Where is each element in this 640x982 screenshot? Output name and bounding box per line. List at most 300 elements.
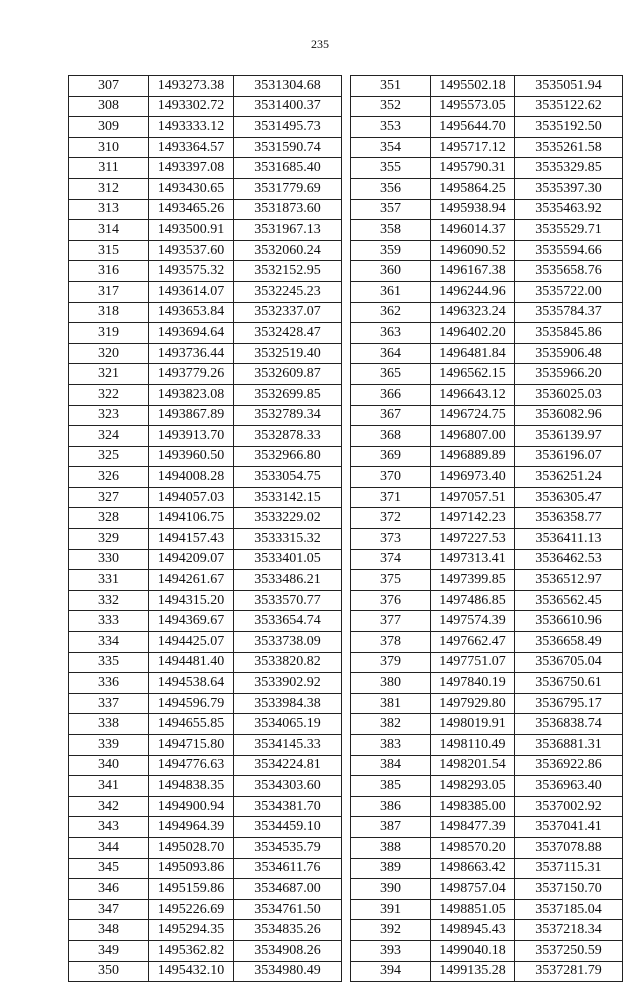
point-number-cell: 325	[69, 446, 149, 467]
northing-cell: 3537185.04	[515, 899, 623, 920]
northing-cell: 3534908.26	[234, 940, 342, 961]
northing-cell: 3536139.97	[515, 426, 623, 447]
northing-cell: 3535261.58	[515, 137, 623, 158]
table-row	[351, 735, 623, 756]
easting-cell: 1493273.38	[149, 76, 234, 97]
coordinate-table-left	[68, 75, 342, 982]
point-number-cell: 353	[351, 117, 431, 138]
table-row	[351, 343, 623, 364]
easting-cell: 1496167.38	[431, 261, 515, 282]
table-row	[69, 776, 342, 797]
easting-cell: 1498851.05	[431, 899, 515, 920]
easting-cell: 1497142.23	[431, 508, 515, 529]
northing-cell: 3537078.88	[515, 837, 623, 858]
easting-cell: 1495573.05	[431, 96, 515, 117]
easting-cell: 1497399.85	[431, 570, 515, 591]
northing-cell: 3532609.87	[234, 364, 342, 385]
table-row	[351, 178, 623, 199]
northing-cell: 3532060.24	[234, 240, 342, 261]
northing-cell: 3536025.03	[515, 384, 623, 405]
point-number-cell: 332	[69, 590, 149, 611]
point-number-cell: 348	[69, 920, 149, 941]
easting-cell: 1493397.08	[149, 158, 234, 179]
easting-cell: 1495644.70	[431, 117, 515, 138]
point-number-cell: 351	[351, 76, 431, 97]
point-number-cell: 366	[351, 384, 431, 405]
northing-cell: 3535845.86	[515, 323, 623, 344]
table-row	[69, 76, 342, 97]
point-number-cell: 308	[69, 96, 149, 117]
easting-cell: 1494369.67	[149, 611, 234, 632]
northing-cell: 3532878.33	[234, 426, 342, 447]
point-number-cell: 394	[351, 961, 431, 982]
easting-cell: 1493575.32	[149, 261, 234, 282]
northing-cell: 3534303.60	[234, 776, 342, 797]
easting-cell: 1498293.05	[431, 776, 515, 797]
northing-cell: 3531685.40	[234, 158, 342, 179]
table-row	[69, 673, 342, 694]
easting-cell: 1494776.63	[149, 755, 234, 776]
northing-cell: 3532428.47	[234, 323, 342, 344]
northing-cell: 3535906.48	[515, 343, 623, 364]
point-number-cell: 313	[69, 199, 149, 220]
easting-cell: 1494008.28	[149, 467, 234, 488]
point-number-cell: 389	[351, 858, 431, 879]
easting-cell: 1494209.07	[149, 549, 234, 570]
point-number-cell: 356	[351, 178, 431, 199]
northing-cell: 3536750.61	[515, 673, 623, 694]
easting-cell: 1498663.42	[431, 858, 515, 879]
point-number-cell: 349	[69, 940, 149, 961]
table-row	[69, 529, 342, 550]
northing-cell: 3535658.76	[515, 261, 623, 282]
northing-cell: 3536963.40	[515, 776, 623, 797]
point-number-cell: 390	[351, 879, 431, 900]
table-row	[69, 899, 342, 920]
northing-cell: 3535784.37	[515, 302, 623, 323]
table-row	[351, 158, 623, 179]
point-number-cell: 309	[69, 117, 149, 138]
point-number-cell: 368	[351, 426, 431, 447]
table-row	[69, 158, 342, 179]
page-number: 235	[311, 37, 329, 51]
easting-cell: 1497751.07	[431, 652, 515, 673]
northing-cell: 3533570.77	[234, 590, 342, 611]
table-row	[351, 364, 623, 385]
table-row	[351, 261, 623, 282]
point-number-cell: 317	[69, 281, 149, 302]
easting-cell: 1495717.12	[431, 137, 515, 158]
northing-cell: 3537002.92	[515, 796, 623, 817]
easting-cell: 1498201.54	[431, 755, 515, 776]
point-number-cell: 350	[69, 961, 149, 982]
table-row	[69, 632, 342, 653]
point-number-cell: 357	[351, 199, 431, 220]
northing-cell: 3533401.05	[234, 549, 342, 570]
point-number-cell: 307	[69, 76, 149, 97]
table-row	[69, 755, 342, 776]
table-row	[69, 652, 342, 673]
northing-cell: 3535594.66	[515, 240, 623, 261]
northing-cell: 3533654.74	[234, 611, 342, 632]
point-number-cell: 360	[351, 261, 431, 282]
northing-cell: 3533820.82	[234, 652, 342, 673]
point-number-cell: 336	[69, 673, 149, 694]
table-row	[351, 487, 623, 508]
table-row	[69, 384, 342, 405]
point-number-cell: 341	[69, 776, 149, 797]
easting-cell: 1497840.19	[431, 673, 515, 694]
northing-cell: 3535192.50	[515, 117, 623, 138]
easting-cell: 1494106.75	[149, 508, 234, 529]
easting-cell: 1498477.39	[431, 817, 515, 838]
table-row	[351, 817, 623, 838]
northing-cell: 3533984.38	[234, 693, 342, 714]
point-number-cell: 375	[351, 570, 431, 591]
easting-cell: 1494481.40	[149, 652, 234, 673]
northing-cell: 3531400.37	[234, 96, 342, 117]
northing-cell: 3534980.49	[234, 961, 342, 982]
point-number-cell: 311	[69, 158, 149, 179]
point-number-cell: 324	[69, 426, 149, 447]
point-number-cell: 342	[69, 796, 149, 817]
table-row	[351, 837, 623, 858]
easting-cell: 1494315.20	[149, 590, 234, 611]
point-number-cell: 370	[351, 467, 431, 488]
easting-cell: 1497057.51	[431, 487, 515, 508]
point-number-cell: 382	[351, 714, 431, 735]
northing-cell: 3535463.92	[515, 199, 623, 220]
table-row	[351, 446, 623, 467]
northing-cell: 3533229.02	[234, 508, 342, 529]
northing-cell: 3534761.50	[234, 899, 342, 920]
table-row	[351, 755, 623, 776]
northing-cell: 3531967.13	[234, 220, 342, 241]
northing-cell: 3535529.71	[515, 220, 623, 241]
table-row	[351, 426, 623, 447]
table-row	[69, 796, 342, 817]
table-row	[69, 137, 342, 158]
point-number-cell: 328	[69, 508, 149, 529]
table-row	[351, 940, 623, 961]
northing-cell: 3533315.32	[234, 529, 342, 550]
easting-cell: 1493333.12	[149, 117, 234, 138]
table-row	[351, 467, 623, 488]
point-number-cell: 338	[69, 714, 149, 735]
point-number-cell: 314	[69, 220, 149, 241]
table-row	[69, 961, 342, 982]
table-row	[351, 570, 623, 591]
point-number-cell: 380	[351, 673, 431, 694]
point-number-cell: 379	[351, 652, 431, 673]
table-row	[69, 323, 342, 344]
point-number-cell: 318	[69, 302, 149, 323]
point-number-cell: 319	[69, 323, 149, 344]
table-row	[69, 446, 342, 467]
table-row	[351, 632, 623, 653]
point-number-cell: 378	[351, 632, 431, 653]
easting-cell: 1499135.28	[431, 961, 515, 982]
table-row	[69, 343, 342, 364]
point-number-cell: 369	[351, 446, 431, 467]
table-row	[351, 117, 623, 138]
easting-cell: 1494425.07	[149, 632, 234, 653]
table-row	[69, 178, 342, 199]
point-number-cell: 344	[69, 837, 149, 858]
point-number-cell: 362	[351, 302, 431, 323]
table-row	[69, 487, 342, 508]
easting-cell: 1497929.80	[431, 693, 515, 714]
easting-cell: 1493736.44	[149, 343, 234, 364]
point-number-cell: 340	[69, 755, 149, 776]
easting-cell: 1493614.07	[149, 281, 234, 302]
northing-cell: 3534459.10	[234, 817, 342, 838]
table-row	[69, 611, 342, 632]
northing-cell: 3533738.09	[234, 632, 342, 653]
easting-cell: 1494261.67	[149, 570, 234, 591]
easting-cell: 1495864.25	[431, 178, 515, 199]
northing-cell: 3535329.85	[515, 158, 623, 179]
northing-cell: 3533142.15	[234, 487, 342, 508]
northing-cell: 3534687.00	[234, 879, 342, 900]
easting-cell: 1495226.69	[149, 899, 234, 920]
table-row	[351, 693, 623, 714]
table-row	[69, 281, 342, 302]
northing-cell: 3537041.41	[515, 817, 623, 838]
table-row	[69, 508, 342, 529]
table-row	[69, 199, 342, 220]
table-row	[351, 199, 623, 220]
northing-cell: 3537281.79	[515, 961, 623, 982]
point-number-cell: 371	[351, 487, 431, 508]
easting-cell: 1494538.64	[149, 673, 234, 694]
table-row	[351, 384, 623, 405]
table-row	[69, 735, 342, 756]
table-row	[69, 590, 342, 611]
easting-cell: 1495432.10	[149, 961, 234, 982]
easting-cell: 1496323.24	[431, 302, 515, 323]
point-number-cell: 326	[69, 467, 149, 488]
point-number-cell: 352	[351, 96, 431, 117]
point-number-cell: 359	[351, 240, 431, 261]
table-row	[69, 879, 342, 900]
easting-cell: 1494655.85	[149, 714, 234, 735]
coordinate-table-left-body	[69, 76, 342, 982]
northing-cell: 3532966.80	[234, 446, 342, 467]
easting-cell: 1493867.89	[149, 405, 234, 426]
point-number-cell: 337	[69, 693, 149, 714]
table-row	[351, 961, 623, 982]
table-row	[351, 796, 623, 817]
table-row	[351, 714, 623, 735]
easting-cell: 1494596.79	[149, 693, 234, 714]
table-row	[351, 240, 623, 261]
easting-cell: 1494057.03	[149, 487, 234, 508]
table-row	[351, 920, 623, 941]
point-number-cell: 334	[69, 632, 149, 653]
point-number-cell: 335	[69, 652, 149, 673]
northing-cell: 3537218.34	[515, 920, 623, 941]
northing-cell: 3535122.62	[515, 96, 623, 117]
table-row	[69, 858, 342, 879]
northing-cell: 3536196.07	[515, 446, 623, 467]
northing-cell: 3533054.75	[234, 467, 342, 488]
point-number-cell: 393	[351, 940, 431, 961]
point-number-cell: 312	[69, 178, 149, 199]
table-row	[69, 364, 342, 385]
northing-cell: 3531779.69	[234, 178, 342, 199]
point-number-cell: 364	[351, 343, 431, 364]
northing-cell: 3536838.74	[515, 714, 623, 735]
table-row	[69, 467, 342, 488]
northing-cell: 3535051.94	[515, 76, 623, 97]
easting-cell: 1496244.96	[431, 281, 515, 302]
point-number-cell: 329	[69, 529, 149, 550]
easting-cell: 1494838.35	[149, 776, 234, 797]
point-number-cell: 321	[69, 364, 149, 385]
coordinate-table-right-body	[351, 76, 623, 982]
table-row	[351, 220, 623, 241]
northing-cell: 3536512.97	[515, 570, 623, 591]
northing-cell: 3534381.70	[234, 796, 342, 817]
table-row	[69, 837, 342, 858]
easting-cell: 1498385.00	[431, 796, 515, 817]
northing-cell: 3532699.85	[234, 384, 342, 405]
northing-cell: 3536411.13	[515, 529, 623, 550]
table-row	[351, 323, 623, 344]
easting-cell: 1494900.94	[149, 796, 234, 817]
northing-cell: 3536705.04	[515, 652, 623, 673]
point-number-cell: 365	[351, 364, 431, 385]
northing-cell: 3531304.68	[234, 76, 342, 97]
point-number-cell: 346	[69, 879, 149, 900]
table-row	[69, 240, 342, 261]
northing-cell: 3536610.96	[515, 611, 623, 632]
point-number-cell: 339	[69, 735, 149, 756]
northing-cell: 3536082.96	[515, 405, 623, 426]
point-number-cell: 331	[69, 570, 149, 591]
northing-cell: 3532789.34	[234, 405, 342, 426]
table-row	[69, 405, 342, 426]
northing-cell: 3534145.33	[234, 735, 342, 756]
table-row	[351, 137, 623, 158]
easting-cell: 1493430.65	[149, 178, 234, 199]
easting-cell: 1497227.53	[431, 529, 515, 550]
easting-cell: 1499040.18	[431, 940, 515, 961]
northing-cell: 3535722.00	[515, 281, 623, 302]
table-row	[69, 117, 342, 138]
point-number-cell: 374	[351, 549, 431, 570]
point-number-cell: 381	[351, 693, 431, 714]
easting-cell: 1493779.26	[149, 364, 234, 385]
northing-cell: 3532245.23	[234, 281, 342, 302]
point-number-cell: 367	[351, 405, 431, 426]
northing-cell: 3531873.60	[234, 199, 342, 220]
easting-cell: 1493500.91	[149, 220, 234, 241]
northing-cell: 3536251.24	[515, 467, 623, 488]
table-row	[351, 858, 623, 879]
northing-cell: 3532152.95	[234, 261, 342, 282]
northing-cell: 3531495.73	[234, 117, 342, 138]
easting-cell: 1495093.86	[149, 858, 234, 879]
point-number-cell: 316	[69, 261, 149, 282]
point-number-cell: 387	[351, 817, 431, 838]
easting-cell: 1493694.64	[149, 323, 234, 344]
northing-cell: 3536462.53	[515, 549, 623, 570]
table-row	[351, 673, 623, 694]
northing-cell: 3534224.81	[234, 755, 342, 776]
northing-cell: 3532337.07	[234, 302, 342, 323]
easting-cell: 1495159.86	[149, 879, 234, 900]
easting-cell: 1495502.18	[431, 76, 515, 97]
table-row	[351, 281, 623, 302]
table-row	[69, 302, 342, 323]
easting-cell: 1493653.84	[149, 302, 234, 323]
easting-cell: 1498757.04	[431, 879, 515, 900]
easting-cell: 1498019.91	[431, 714, 515, 735]
table-row	[69, 261, 342, 282]
table-row	[351, 508, 623, 529]
table-row	[69, 570, 342, 591]
table-row	[69, 96, 342, 117]
easting-cell: 1496562.15	[431, 364, 515, 385]
northing-cell: 3536881.31	[515, 735, 623, 756]
northing-cell: 3534611.76	[234, 858, 342, 879]
northing-cell: 3536562.45	[515, 590, 623, 611]
table-row	[69, 220, 342, 241]
easting-cell: 1497574.39	[431, 611, 515, 632]
easting-cell: 1495028.70	[149, 837, 234, 858]
point-number-cell: 363	[351, 323, 431, 344]
easting-cell: 1495790.31	[431, 158, 515, 179]
easting-cell: 1494964.39	[149, 817, 234, 838]
point-number-cell: 315	[69, 240, 149, 261]
easting-cell: 1496807.00	[431, 426, 515, 447]
northing-cell: 3533902.92	[234, 673, 342, 694]
point-number-cell: 327	[69, 487, 149, 508]
point-number-cell: 358	[351, 220, 431, 241]
easting-cell: 1496014.37	[431, 220, 515, 241]
point-number-cell: 322	[69, 384, 149, 405]
easting-cell: 1496481.84	[431, 343, 515, 364]
easting-cell: 1493364.57	[149, 137, 234, 158]
easting-cell: 1495294.35	[149, 920, 234, 941]
easting-cell: 1498110.49	[431, 735, 515, 756]
easting-cell: 1493913.70	[149, 426, 234, 447]
point-number-cell: 310	[69, 137, 149, 158]
northing-cell: 3537250.59	[515, 940, 623, 961]
northing-cell: 3534065.19	[234, 714, 342, 735]
northing-cell: 3536922.86	[515, 755, 623, 776]
easting-cell: 1496643.12	[431, 384, 515, 405]
table-row	[69, 817, 342, 838]
northing-cell: 3537115.31	[515, 858, 623, 879]
table-row	[69, 426, 342, 447]
northing-cell: 3535397.30	[515, 178, 623, 199]
easting-cell: 1498945.43	[431, 920, 515, 941]
coordinate-table-right	[350, 75, 623, 982]
easting-cell: 1495362.82	[149, 940, 234, 961]
table-row	[351, 590, 623, 611]
point-number-cell: 333	[69, 611, 149, 632]
point-number-cell: 373	[351, 529, 431, 550]
easting-cell: 1497662.47	[431, 632, 515, 653]
point-number-cell: 384	[351, 755, 431, 776]
point-number-cell: 386	[351, 796, 431, 817]
point-number-cell: 372	[351, 508, 431, 529]
point-number-cell: 345	[69, 858, 149, 879]
easting-cell: 1494715.80	[149, 735, 234, 756]
